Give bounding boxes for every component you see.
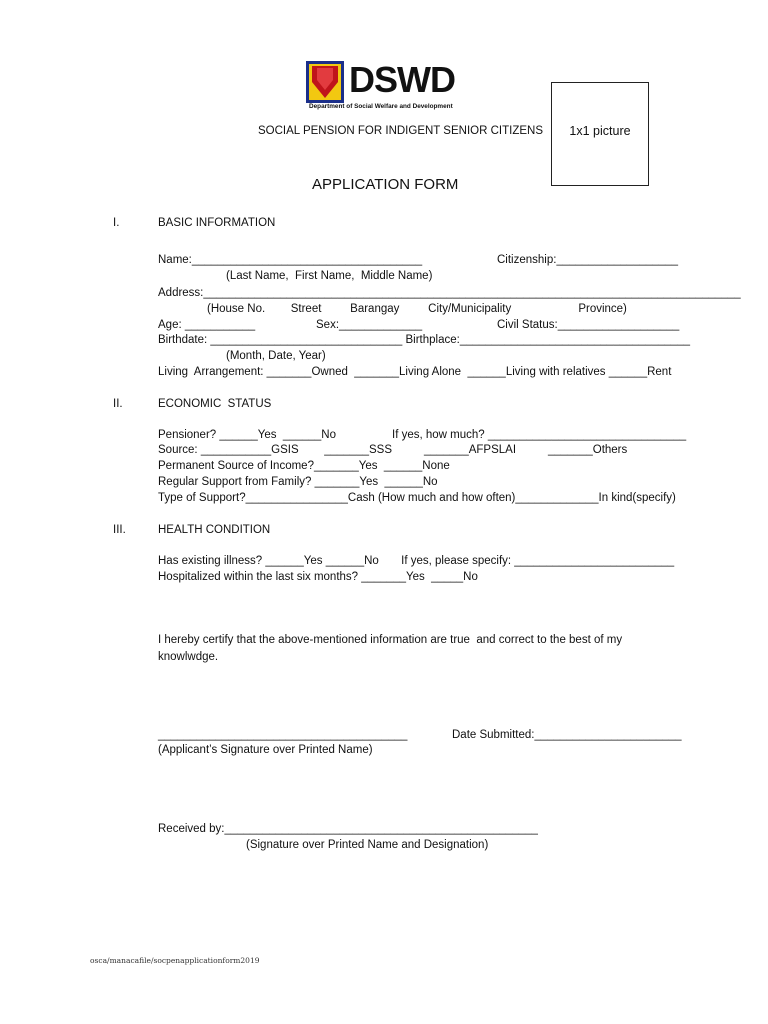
name-hint: (Last Name, First Name, Middle Name) [226, 270, 433, 282]
received-hint: (Signature over Printed Name and Designation) [246, 839, 489, 851]
section-numeral-economic: II. [113, 398, 123, 410]
logo-text: DSWD [349, 59, 455, 100]
source-field[interactable]: Source: ___________GSIS _______SSS _______AFPSLAI _______Others [158, 444, 628, 456]
form-title: APPLICATION FORM [312, 176, 459, 193]
date-submitted-field[interactable]: Date Submitted:_______________________ [452, 729, 682, 741]
logo-subtitle: Department of Social Welfare and Development [309, 103, 453, 110]
photo-box-label: 1x1 picture [569, 124, 631, 138]
family-support-field[interactable]: Regular Support from Family? _______Yes ______No [158, 476, 438, 488]
pensioner-field[interactable]: Pensioner? ______Yes ______No [158, 429, 336, 441]
citizenship-field[interactable]: Citizenship:___________________ [497, 254, 678, 266]
pension-amount-field[interactable]: If yes, how much? _______________________________ [392, 429, 687, 441]
dswd-emblem-icon [305, 60, 345, 106]
birthdate-birthplace-field[interactable]: Birthdate: ______________________________ Birthplace:____________________________________ [158, 334, 691, 346]
sex-field[interactable]: Sex:_____________ [316, 319, 423, 331]
address-hint: (House No. Street Barangay City/Municipality Province) [207, 303, 627, 315]
received-by-field[interactable]: Received by:_________________________________________________ [158, 823, 538, 835]
address-field[interactable]: Address:____________________________________________________________________________________ [158, 287, 741, 299]
section-title-basic: BASIC INFORMATION [158, 217, 276, 229]
section-title-economic: ECONOMIC STATUS [158, 398, 272, 410]
civil-status-field[interactable]: Civil Status:___________________ [497, 319, 680, 331]
living-arrangement-field[interactable]: Living Arrangement: _______Owned _______Living Alone ______Living with relatives ______Rent [158, 366, 672, 378]
section-numeral-basic: I. [113, 217, 120, 229]
illness-field[interactable]: Has existing illness? ______Yes ______No If yes, please specify: _________________________ [158, 555, 675, 567]
birthdate-hint: (Month, Date, Year) [226, 350, 326, 362]
applicant-signature-field[interactable]: _______________________________________ [158, 729, 408, 741]
permanent-income-field[interactable]: Permanent Source of Income?_______Yes ______None [158, 460, 450, 472]
signature-hint: (Applicant’s Signature over Printed Name) [158, 744, 373, 756]
name-field[interactable]: Name:____________________________________ [158, 254, 423, 266]
support-type-field[interactable]: Type of Support?________________Cash (How much and how often)_____________In kind(specify) [158, 492, 676, 504]
section-title-health: HEALTH CONDITION [158, 524, 271, 536]
section-numeral-health: III. [113, 524, 126, 536]
footer-file-reference: osca/manacafile/socpenapplicationform2019 [90, 956, 260, 965]
certification-text-line2: knowlwdge. [158, 651, 219, 663]
certification-text-line1: I hereby certify that the above-mentioned information are true and correct to the best of my [158, 634, 623, 646]
dswd-logo [305, 60, 465, 116]
hospitalized-field[interactable]: Hospitalized within the last six months? _______Yes _____No [158, 571, 478, 583]
photo-box [551, 82, 649, 186]
program-title: SOCIAL PENSION FOR INDIGENT SENIOR CITIZENS [258, 125, 543, 137]
age-field[interactable]: Age: ___________ [158, 319, 256, 331]
